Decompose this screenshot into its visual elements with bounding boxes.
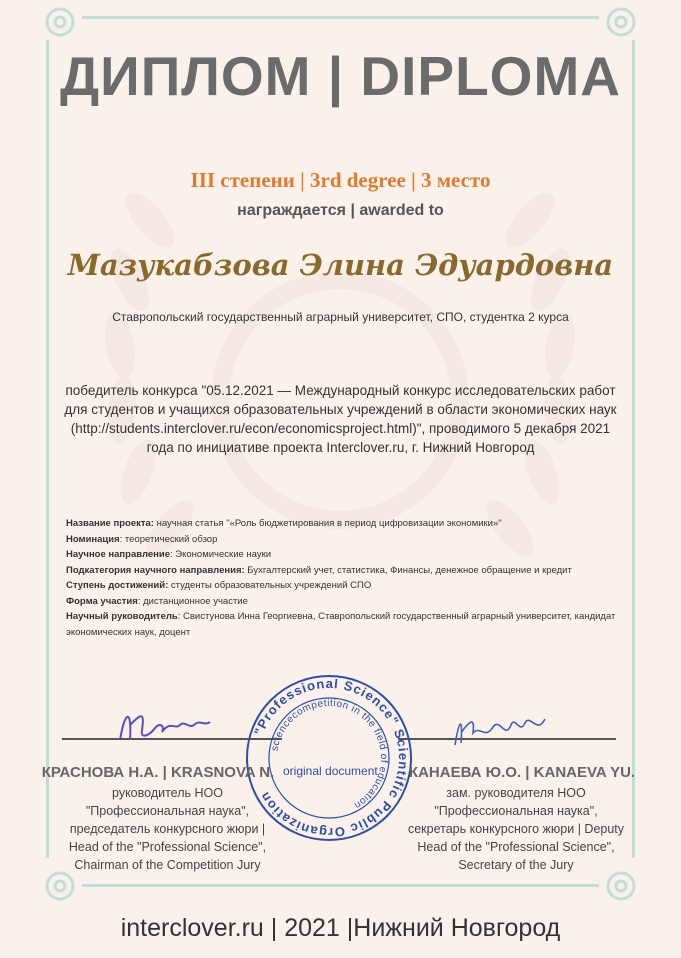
awarded-label: награждается | awarded to — [237, 202, 444, 219]
detail-value: : Экономические науки — [170, 549, 272, 560]
signatory-line: "Профессиональная наука", — [434, 804, 598, 818]
signatory-line: председатель конкурсного жюри | — [69, 822, 266, 836]
detail-value: : дистанционное участие — [137, 595, 248, 607]
project-details — [66, 516, 626, 640]
right-signature-icon — [445, 705, 555, 755]
winner-description: победитель конкурса "05.12.2021 — Международный конкурс исследовательских работ для студентов и учащихся образовательных учреждений в области экономических наук (http://students.interclover.ru/econ/economicsproject.html)", проводимого 5 декабря 2021 года по инициативе проекта Interclover.ru, г. Нижний Новгород — [64, 383, 617, 455]
signatory-line: Head of the "Professional Science", — [68, 840, 267, 854]
detail-row — [66, 516, 626, 532]
diploma-title: ДИПЛОМ | DIPLOMA — [60, 45, 621, 107]
detail-label: Форма участия — [66, 595, 138, 607]
signatory-line: Head of the "Professional Science", — [417, 840, 615, 854]
recipient-affiliation: Ставропольский государственный аграрный университет, СПО, студентка 2 курса — [112, 310, 569, 324]
detail-label: Номинация — [66, 533, 120, 545]
right-signatory-name: КАНАЕВА Ю.О. | KANAEVA YU. — [408, 764, 636, 781]
original-document-label: original document — [283, 764, 378, 778]
left-signatory-name: КРАСНОВА Н.А. | KRASNOVA N. — [41, 764, 275, 781]
frame-left-line — [46, 40, 49, 858]
frame-right-line — [632, 40, 635, 858]
detail-value: научная статья "«Роль бюджетирования в период цифровизации экономики»" — [153, 518, 502, 529]
detail-label: Подкатегория научного направления: — [66, 564, 245, 576]
signatory-line: Chairman of the Competition Jury — [74, 858, 261, 872]
left-signature-icon — [110, 700, 220, 750]
corner-ornament-top-left — [40, 2, 80, 42]
left-signatory-description — [40, 784, 295, 874]
frame-top-line — [82, 16, 599, 19]
stamp-inner-text: sciencecompetition in the field of education — [269, 697, 390, 811]
frame-bottom-line — [82, 884, 599, 887]
detail-label: Ступень достижений: — [66, 580, 169, 591]
detail-label: Название проекта: — [66, 518, 154, 529]
detail-label: Научный руководитель — [66, 611, 178, 622]
right-signatory-description — [385, 784, 647, 874]
detail-row — [66, 594, 626, 610]
detail-value: Бухгалтерский учет, статистика, Финансы, денежное обращение и кредит — [244, 564, 572, 576]
stamp-outer-text: "Professional Science" Scientific Public Organization — [251, 675, 412, 841]
signatory-line: зам. руководителя НОО — [446, 786, 586, 800]
degree-label: III степени | 3rd degree | 3 место — [190, 168, 491, 192]
detail-value: : Свистунова Инна Георгиевна, Ставропольский государственный аграрный университет, кандидат экономических наук, доцент — [66, 611, 616, 638]
footer-text: interclover.ru | 2021 |Нижний Новгород — [120, 914, 561, 942]
signatory-line: секретарь конкурсного жюри | Deputy — [407, 822, 625, 836]
recipient-name: Мазукабзова Элина Эдуардовна — [67, 248, 614, 282]
detail-row — [66, 532, 626, 548]
detail-row — [66, 547, 626, 563]
signatory-line: Secretary of the Jury — [458, 858, 574, 872]
detail-row — [66, 609, 626, 640]
signatory-line: руководитель НОО — [112, 786, 223, 800]
corner-ornament-top-right — [601, 2, 641, 42]
detail-value: : теоретический обзор — [119, 533, 218, 545]
detail-row — [66, 578, 626, 594]
detail-value: студенты образовательных учреждений СПО — [168, 580, 372, 591]
detail-row — [66, 563, 626, 579]
signatory-line: "Профессиональная наука", — [85, 804, 250, 818]
detail-label: Научное направление — [66, 549, 171, 560]
